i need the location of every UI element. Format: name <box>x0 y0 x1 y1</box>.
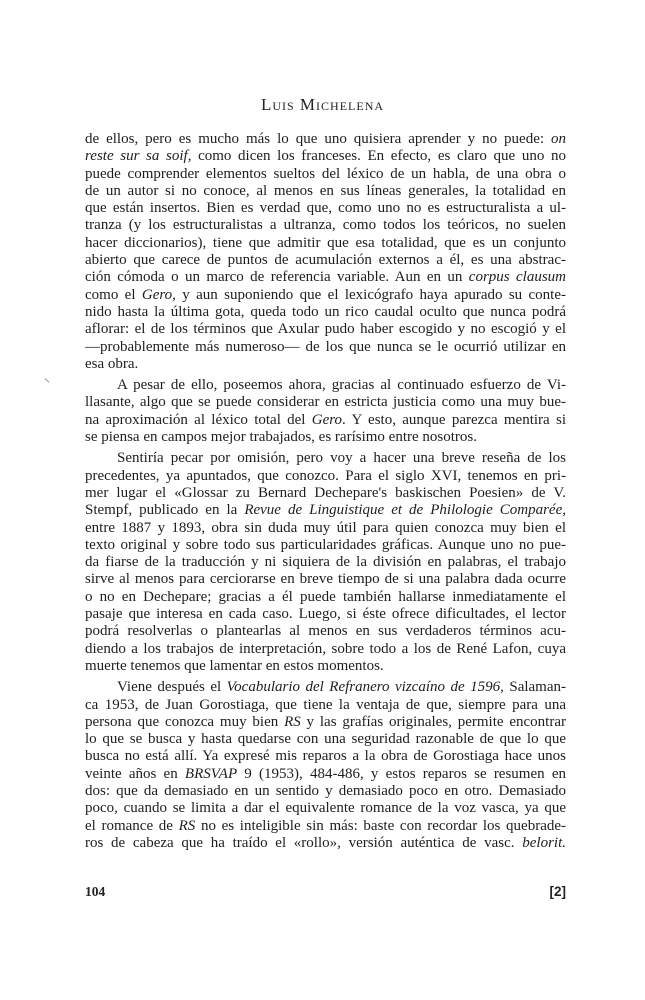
text-line <box>85 339 566 356</box>
text-run: puede comprender elementos sueltos del léxico de un habla, de una obra o <box>85 165 566 182</box>
text-run: Stempf, publicado en la <box>85 502 245 519</box>
text-run: como dicen los franceses. En efecto, es claro que uno no <box>191 148 566 165</box>
text-run: mer lugar el «Glossar zu Bernard Dechepare's baskischen Poesien» de V. <box>85 484 566 501</box>
text-line <box>85 468 566 485</box>
text-run: nido hasta la última gota, queda todo un rico caudal oculto que nunca podrá <box>85 303 566 320</box>
text-run: busca no está allí. Ya expresé mis reparos a la obra de Gorostiaga hace unos <box>85 748 566 765</box>
text-run: dos: que da demasiado en un sentido y demasiado poco en otro. Demasiado <box>85 782 566 799</box>
paragraph <box>85 450 566 675</box>
text-run: pasaje que interesa en cada caso. Luego, si éste ofrece dificultades, el lector <box>85 606 566 623</box>
text-line <box>85 766 566 783</box>
text-line <box>85 623 566 640</box>
text-line <box>85 183 566 200</box>
italic-run: Gero <box>311 411 343 428</box>
text-line <box>85 269 566 286</box>
text-line <box>85 200 566 217</box>
italic-run: Vocabulario del Refranero vizcaíno de 1596, <box>226 679 504 696</box>
text-run: como el <box>85 286 142 303</box>
text-run: lo que se busca y hasta quedarse con una seguridad razonable de que lo que <box>85 731 566 748</box>
text-run: aflorar: el de los términos que Axular pudo haber escogido y no escogió y el <box>85 321 566 338</box>
italic-run: belorit. <box>522 834 566 851</box>
text-run: entre 1887 y 1893, obra sin duda muy útil para quien conozca muy bien el <box>85 519 566 536</box>
text-line <box>85 679 566 696</box>
text-line <box>85 235 566 252</box>
text-line <box>85 554 566 571</box>
body-text <box>85 131 566 852</box>
text-run: ca 1953, de Juan Gorostiaga, que tiene la ventaja de que, siempre para una <box>85 696 566 713</box>
text-run: 9 (1953), 484-486, y estos reparos se resumen en <box>237 765 566 782</box>
text-line <box>85 818 566 835</box>
text-run: . Y esto, aunque parezca mentira si <box>342 411 566 428</box>
text-run: y las grafías originales, permite encontrar <box>300 713 566 730</box>
italic-run: on <box>551 131 566 147</box>
paragraph <box>85 377 566 446</box>
text-run: precedentes, ya apuntados, que conozco. Para el siglo XVI, tenemos en pri- <box>85 467 566 484</box>
text-line <box>85 641 566 658</box>
text-run: A pesar de ello, poseemos ahora, gracias al continuado esfuerzo de Vi- <box>117 377 566 394</box>
paragraph <box>85 679 566 852</box>
text-line <box>85 502 566 519</box>
italic-run: Revue de Linguistique et de Philologie Comparée, <box>244 502 566 519</box>
italic-run: Gero, <box>141 286 176 303</box>
text-line <box>85 429 566 446</box>
text-line <box>85 217 566 234</box>
text-line <box>85 748 566 765</box>
text-line <box>85 714 566 731</box>
text-line <box>85 835 566 852</box>
text-run: na aproximación al léxico total del <box>85 411 312 428</box>
text-run: poco, cuando se limita a dar el equivalente romance de la voz vasca, ya que <box>85 800 566 817</box>
text-run: y aun suponiendo que el lexicógrafo haya apurado su conte- <box>175 286 566 303</box>
text-run: da fiarse de la traducción y ni siquiera de la división en palabras, el trabajo <box>85 554 566 571</box>
text-line <box>85 304 566 321</box>
text-line <box>85 131 566 148</box>
margin-pencil-mark <box>44 378 49 383</box>
text-line <box>85 589 566 606</box>
text-line <box>85 485 566 502</box>
text-run: veinte años en <box>85 765 185 782</box>
text-run: diendo a los trabajos de interpretación, sobre todo a los de René Lafon, cuya <box>85 640 566 657</box>
text-line <box>85 148 566 165</box>
text-line <box>85 377 566 394</box>
italic-run: corpus clausum <box>468 269 566 286</box>
text-run: de ellos, pero es mucho más lo que uno quisiera aprender y no puede: <box>85 131 551 147</box>
text-run: llasante, algo que se puede considerar en estricta justicia como una muy bue- <box>85 394 566 411</box>
text-run: muerte tenemos que lamentar en estos momentos. <box>85 657 384 674</box>
italic-run: reste sur sa soif, <box>85 148 192 165</box>
text-run: el romance de <box>85 817 179 834</box>
text-line <box>85 800 566 817</box>
text-line <box>85 731 566 748</box>
page-number: 104 <box>85 884 106 899</box>
text-line <box>85 571 566 588</box>
text-run: no es inteligible sin más: baste con recordar los quebrade- <box>195 817 566 834</box>
text-run: persona que conozca muy bien <box>85 713 285 730</box>
italic-run: RS <box>178 817 196 834</box>
text-run: tranza (y los estructuralistas a ultranza, como todos los teóricos, no suelen <box>85 217 566 234</box>
text-line <box>85 166 566 183</box>
italic-run: RS <box>284 713 301 730</box>
text-line <box>85 658 566 675</box>
text-run: que están insertos. Bien es verdad que, como uno no es estructuralista a ul- <box>85 200 566 217</box>
text-line <box>85 450 566 467</box>
text-run: Sentiría pecar por omisión, pero voy a hacer una breve reseña de los <box>117 450 566 467</box>
text-run: sirve al menos para cerciorarse en breve tiempo de si una palabra dada ocurre <box>85 571 566 588</box>
text-line <box>85 287 566 304</box>
text-line <box>85 356 566 373</box>
text-run: podrá resolverlas o plantearlas al menos en sus verdaderos términos acu- <box>85 623 566 640</box>
text-line <box>85 412 566 429</box>
text-line <box>85 520 566 537</box>
text-run: esa obra. <box>85 355 139 372</box>
text-line <box>85 697 566 714</box>
italic-run: BRSVAP <box>184 765 238 782</box>
text-run: hacer diccionarios), tiene que admitir que esa totalidad, que es un conjunto <box>85 234 566 251</box>
text-run: de un autor si no conoce, al menos en sus líneas generales, la totalidad en <box>85 182 566 199</box>
text-line <box>85 321 566 338</box>
text-run: Salaman- <box>503 679 566 696</box>
text-run: texto original y sobre todo sus particularidades gráficas. Aunque uno no pue- <box>85 536 566 553</box>
text-line <box>85 606 566 623</box>
text-run: ción cómoda o un marco de referencia variable. Aun en un <box>85 269 469 286</box>
text-run: o no en Dechepare; gracias a él puede también hallarse inmediatamente el <box>85 588 566 605</box>
text-run: Viene después el <box>117 679 227 696</box>
paragraph <box>85 131 566 373</box>
text-line <box>85 252 566 269</box>
text-line <box>85 783 566 800</box>
text-line <box>85 537 566 554</box>
text-run: —probablemente más numeroso— de los que nunca se le ocurrió utilizar en <box>85 338 566 355</box>
section-marker: [2] <box>549 884 566 899</box>
text-line <box>85 394 566 411</box>
text-run: abierto que carece de puntos de acumulación externos a él, es una abstrac- <box>85 252 566 269</box>
text-run: ros de cabeza que ha traído el «rollo», versión auténtica de vasc. <box>85 834 523 851</box>
running-head: Luis Michelena <box>260 95 385 114</box>
text-run: se piensa en campos mejor trabajados, es rarísimo entre nosotros. <box>85 429 477 446</box>
